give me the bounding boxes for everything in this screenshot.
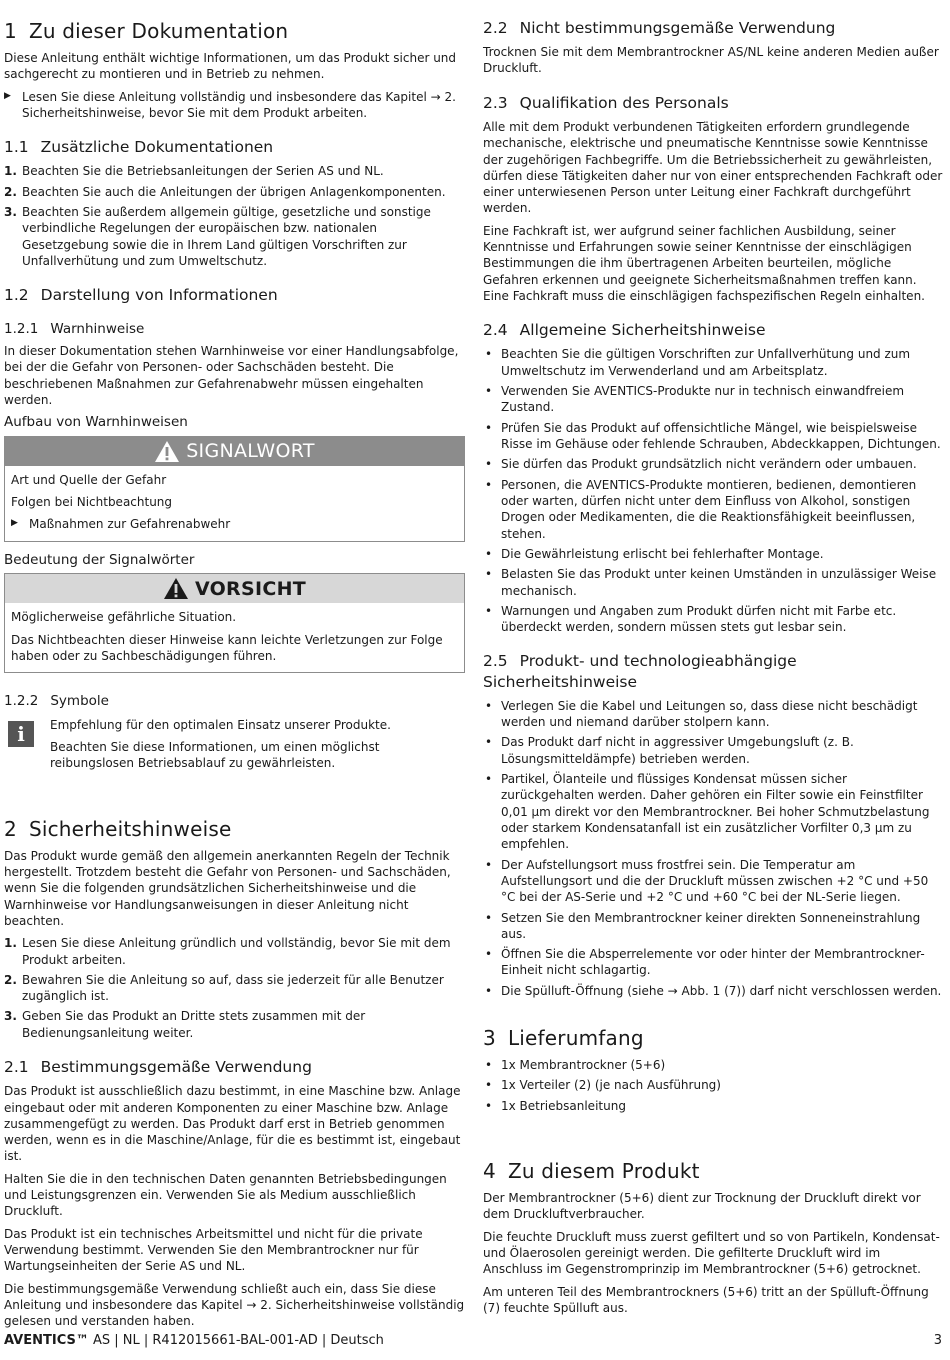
signalwort-header [5, 437, 464, 466]
item-number: 3. [4, 205, 17, 220]
page-footer [4, 1333, 384, 1348]
page-number: 3 [933, 1333, 942, 1348]
section-2-3-heading [483, 93, 943, 113]
info-symbol-row [4, 717, 465, 778]
paragraph: Der Membrantrockner (5+6) dient zur Trocknung der Druckluft direkt vor dem Druckluftverbraucher. [483, 1191, 921, 1222]
item-number: 2. [4, 972, 17, 987]
section-title: Allgemeine Sicherheitshinweise [519, 321, 766, 340]
bedeutung-heading: Bedeutung der Signalwörter [4, 551, 195, 568]
section-4-heading [483, 1158, 943, 1184]
section-2-intro: Das Produkt wurde gemäß den allgemein anerkannten Regeln der Technik hergestellt. Trotzdem besteht die Gefahr von Personen- und Sachschäden, wenn Sie die folgenden grundsätzlichen Sicherheitshinweise und die Warnhinweise vor Handlungsanweisungen in dieser Anleitung nicht beachten. [4, 848, 451, 928]
item-text: Bewahren Sie die Anleitung so auf, dass sie jederzeit für alle Benutzer zugänglich ist. [22, 972, 444, 1004]
section-number: 1 [4, 19, 17, 43]
safety-steps [4, 935, 465, 1041]
section-number: 2.3 [483, 93, 508, 112]
section-1-intro: Diese Anleitung enthält wichtige Informationen, um das Produkt sicher und sachgerecht zu montieren und in Betrieb zu nehmen. [4, 51, 457, 82]
paragraph: Das Produkt ist ein technisches Arbeitsmittel und nicht für die private Verwendung bestimmt. Verwenden Sie den Membrantrockner nur für Wartungseinheiten der Serie AS und NL. [4, 1226, 423, 1274]
item-text: Beachten Sie auch die Anleitungen der übrigen Anlagenkomponenten. [22, 184, 446, 199]
list-item: • Öffnen Sie die Absperrelemente vor oder hinter der Membrantrockner-Einheit nicht schlagartig. [483, 946, 943, 979]
section-number: 2.2 [483, 19, 508, 37]
section-title: Produkt- und technologieabhängige Sicherheitshinweise [483, 652, 797, 691]
section-number: 2 [4, 816, 17, 841]
paragraph: Alle mit dem Produkt verbundenen Tätigkeiten erfordern grundlegende mechanische, elektrische und pneumatische Kenntnisse sowie Kenntnisse der zugehörigen Fachbegriffe. Um die Betriebssicherheit zu gewährleisten, dürfen diese Tätigkeiten daher nur von einer entsprechenden Fachkraft oder einer unterwiesenen Person unter Leitung einer Fachkraft durchgeführt werden. [483, 119, 943, 216]
paragraph: Am unteren Teil des Membrantrockners (5+6) tritt an der Spülluft-Öffnung (7) feuchte Spülluft aus. [483, 1284, 929, 1315]
section-1-2-1-heading [4, 321, 465, 339]
paragraph: Halten Sie die in den technischen Daten genannten Betriebsbedingungen und Leistungsgrenzen ein. Verwenden Sie als Medium ausschließlich Druckluft. [4, 1171, 447, 1219]
section-2-4-heading [483, 320, 943, 340]
item-text: Beachten Sie außerdem allgemein gültige, gesetzliche und sonstige verbindliche Regelungen der europäischen bzw. nationalen Gesetzgebung sowie die in Ihrem Land gültigen Vorschriften zur Unfallverhütung und zum Umweltschutz. [22, 205, 431, 268]
list-item: • Setzen Sie den Membrantrockner keiner direkten Sonneneinstrahlung aus. [483, 910, 943, 943]
section-title: Qualifikation des Personals [519, 93, 729, 112]
info-line2: Beachten Sie diese Informationen, um einen möglichst reibungslosen Betriebsablauf zu gewährleisten. [50, 740, 380, 771]
massnahmen-item: ▶ Maßnahmen zur Gefahrenabwehr [11, 516, 458, 532]
section-1-2-2-heading [4, 693, 465, 711]
list-item: • Die Spülluft-Öffnung (siehe → Abb. 1 (7)) darf nicht verschlossen werden. [483, 983, 943, 999]
vorsicht-line2: Das Nichtbeachten dieser Hinweise kann leichte Verletzungen zur Folge haben oder zu Sachbeschädigungen führen. [11, 632, 443, 663]
section-title: Bestimmungsgemäße Verwendung [40, 1058, 312, 1077]
list-item: • Sie dürfen das Produkt grundsätzlich nicht verändern oder umbauen. [483, 456, 943, 472]
section-1-heading [4, 18, 465, 44]
signalwort-box [4, 436, 465, 542]
section-number: 4 [483, 1159, 496, 1184]
section-number: 2.4 [483, 321, 508, 340]
section-number: 2.5 [483, 652, 508, 671]
section-title: Zu diesem Produkt [507, 1159, 700, 1184]
info-text [50, 717, 465, 778]
section-number: 2.1 [4, 1058, 29, 1077]
list-item: • Die Gewährleistung erlischt bei fehlerhafter Montage. [483, 546, 943, 562]
paragraph: Trocknen Sie mit dem Membrantrockner AS/NL keine anderen Medien außer Druckluft. [483, 45, 939, 76]
section-3-heading [483, 1025, 943, 1051]
paragraph: Die feuchte Druckluft muss zuerst gefiltert und so von Partikeln, Kondensat- und Ölaerosolen gereinigt werden. Die gefilterte Druckluft wird im Anschluss im Gegenstromprinzip im Membrantrockner (5+6) getrocknet. [483, 1229, 940, 1277]
product-safety-list [483, 698, 943, 999]
paragraph: Eine Fachkraft ist, wer aufgrund seiner fachlichen Ausbildung, seiner Kenntnisse und Erfahrungen sowie seiner Kenntnisse der einschlägigen Bestimmungen die ihm übertragenen Arbeiten beurteilen, mögliche Gefahren erkennen und geeignete Sicherheitsmaßnahmen treffen kann. Eine Fachkraft muss die einschlägigen fachspezifischen Regeln einhalten. [483, 223, 925, 304]
list-item: • Warnungen und Angaben zum Produkt dürfen nicht mit Farbe etc. überdeckt werden, sondern müssen stets gut lesbar sein. [483, 603, 943, 636]
section-title: Zu dieser Dokumentation [28, 19, 289, 43]
action-item: ▶ Lesen Sie diese Anleitung vollständig und insbesondere das Kapitel → 2. Sicherheitshinweise, bevor Sie mit dem Produkt arbeiten. [4, 89, 465, 122]
section-2-5-heading [483, 651, 943, 691]
section-number: 1.2.2 [4, 693, 39, 710]
brand-name: AVENTICS™ [4, 1333, 89, 1348]
list-item [4, 1008, 465, 1041]
doc-list [4, 163, 465, 269]
massnahmen-list [11, 516, 458, 532]
info-line1: Empfehlung für den optimalen Einsatz unserer Produkte. [50, 717, 391, 732]
list-item [4, 163, 465, 179]
list-item: • Verlegen Sie die Kabel und Leitungen so, dass diese nicht beschädigt werden und niemand darüber stolpern kann. [483, 698, 943, 731]
list-item: • Belasten Sie das Produkt unter keinen Umständen in unzulässiger Weise mechanisch. [483, 566, 943, 599]
list-item: • Der Aufstellungsort muss frostfrei sein. Die Temperatur am Aufstellungsort und die der Druckluft müssen zwischen +2 °C und +50 °C bei der AS-Serie und +2 °C und +60 °C bei der NL-Serie liegen. [483, 857, 943, 906]
paragraph: Das Produkt ist ausschließlich dazu bestimmt, in eine Maschine bzw. Anlage eingebaut oder mit anderen Komponenten zu einer Maschine bzw. Anlage zusammengefügt zu werden. Das Produkt darf erst in Betrieb genommen werden, wenn es in die Maschine/Anlage, für die es bestimmt ist, eingebaut ist. [4, 1084, 461, 1164]
item-text: Lesen Sie diese Anleitung gründlich und vollständig, bevor Sie mit dem Produkt arbeiten. [22, 936, 451, 967]
signalwort-label: SIGNALWORT [186, 440, 315, 463]
left-column [4, 18, 465, 1336]
section-1-1-heading [4, 137, 465, 157]
vorsicht-box [4, 573, 465, 673]
vorsicht-line1: Möglicherweise gefährliche Situation. [11, 610, 237, 625]
signalwort-body [5, 466, 464, 541]
list-item: • 1x Betriebsanleitung [483, 1098, 943, 1114]
list-item: • 1x Verteiler (2) (je nach Ausführung) [483, 1077, 943, 1093]
list-item: • Verwenden Sie AVENTICS-Produkte nur in technisch einwandfreiem Zustand. [483, 383, 943, 416]
vorsicht-body [5, 603, 464, 672]
section-number: 3 [483, 1026, 496, 1051]
section-2-heading [4, 816, 465, 842]
gefahr-folgen: Folgen bei Nichtbeachtung [11, 495, 173, 510]
right-column [483, 18, 943, 1322]
warning-triangle-icon [163, 577, 189, 600]
list-item: • Partikel, Ölanteile und flüssiges Kondensat müssen sicher zurückgehalten werden. Daher gehören ein Filter sowie ein Feinstfilter 0,01 µm direkt vor den Membrantrockner. Bei hoher Schmutzbelastung oder starkem Kondensatanfall ist ein zusätzlicher Vorfilter 0,3 µm zu empfehlen. [483, 771, 943, 853]
list-item [4, 204, 465, 269]
list-item: • 1x Membrantrockner (5+6) [483, 1057, 943, 1073]
item-text: Geben Sie das Produkt an Dritte stets zusammen mit der Bedienungsanleitung weiter. [22, 1009, 366, 1040]
delivery-list [483, 1057, 943, 1114]
item-number: 1. [4, 164, 17, 179]
warnhinweise-text: In dieser Dokumentation stehen Warnhinweise vor einer Handlungsabfolge, bei der die Gefahr von Personen- oder Sachschäden besteht. Die beschriebenen Maßnahmen zur Gefahrenabwehr müssen eingehalten werden. [4, 343, 459, 407]
action-list [4, 89, 465, 122]
section-1-2-heading [4, 285, 465, 305]
list-item: • Personen, die AVENTICS-Produkte montieren, bedienen, demontieren oder warten, dürfen nicht unter dem Einfluss von Alkohol, sonstigen Drogen oder Medikamenten, die die Reaktionsfähigkeit beeinflussen, stehen. [483, 477, 943, 542]
vorsicht-header [5, 574, 464, 603]
list-item [4, 184, 465, 200]
section-title: Zusätzliche Dokumentationen [40, 138, 274, 157]
list-item: • Beachten Sie die gültigen Vorschriften zur Unfallverhütung und zum Umweltschutz im Verwenderland und am Arbeitsplatz. [483, 346, 943, 379]
section-number: 1.1 [4, 138, 29, 157]
gefahr-art: Art und Quelle der Gefahr [11, 472, 167, 487]
info-icon: i [8, 721, 34, 747]
section-2-2-heading [483, 18, 943, 38]
section-title: Lieferumfang [507, 1026, 644, 1051]
list-item [4, 972, 465, 1005]
section-title: Symbole [50, 693, 109, 710]
item-number: 1. [4, 936, 17, 951]
list-item [4, 935, 465, 968]
section-number: 1.2 [4, 286, 29, 305]
section-title: Nicht bestimmungsgemäße Verwendung [519, 19, 836, 37]
warning-triangle-icon [154, 440, 180, 463]
item-number: 2. [4, 184, 17, 199]
list-item: • Prüfen Sie das Produkt auf offensichtliche Mängel, wie beispielsweise Risse im Gehäuse oder fehlende Schrauben, Abdeckkappen, Dichtungen. [483, 420, 943, 453]
section-number: 1.2.1 [4, 321, 39, 338]
aufbau-heading: Aufbau von Warnhinweisen [4, 414, 188, 431]
item-text: Beachten Sie die Betriebsanleitungen der Serien AS und NL. [22, 164, 384, 179]
paragraph: Die bestimmungsgemäße Verwendung schließt auch ein, dass Sie diese Anleitung und insbesondere das Kapitel → 2. Sicherheitshinweise vollständig gelesen und verstanden haben. [4, 1281, 465, 1329]
section-title: Warnhinweise [50, 321, 145, 338]
list-item: • Das Produkt darf nicht in aggressiver Umgebungsluft (z. B. Lösungsmitteldämpfe) betrieben werden. [483, 734, 943, 767]
section-title: Sicherheitshinweise [28, 816, 232, 841]
general-safety-list [483, 346, 943, 635]
item-number: 3. [4, 1009, 17, 1024]
section-2-1-heading [4, 1057, 465, 1077]
document-id: AS | NL | R412015661-BAL-001-AD | Deutsch [88, 1333, 384, 1348]
vorsicht-label: VORSICHT [194, 577, 307, 600]
section-title: Darstellung von Informationen [40, 286, 278, 305]
